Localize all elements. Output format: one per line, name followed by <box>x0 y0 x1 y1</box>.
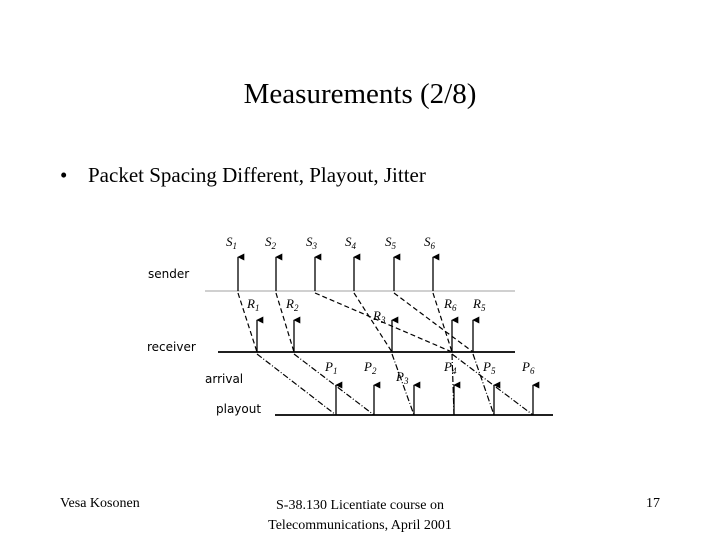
playout-label: $P_1$ <box>325 359 338 376</box>
playout-labels <box>324 359 535 386</box>
playout-delay-line <box>294 354 374 415</box>
receiver-label: $R_5$ <box>473 296 486 313</box>
playout-label: $P_5$ <box>483 359 496 376</box>
sender-arrows <box>238 257 433 291</box>
receiver-labels <box>246 296 486 325</box>
sender-label: $S_6$ <box>424 234 435 251</box>
footer-course-line: Telecommunications, April 2001 <box>268 518 452 533</box>
footer-course-line: S-38.130 Licentiate course on <box>276 498 444 513</box>
row-label-arrival: arrival <box>205 372 244 386</box>
row-label-playout: playout <box>216 402 262 416</box>
receiver-label: $R_2$ <box>286 296 299 313</box>
sender-label: $S_3$ <box>306 234 317 251</box>
playout-label: $P_6$ <box>522 359 535 376</box>
sender-label: $S_2$ <box>265 234 276 251</box>
footer-course <box>230 496 490 536</box>
receiver-label: $R_3$ <box>373 308 386 325</box>
receiver-label: $R_6$ <box>444 296 457 313</box>
sender-label: $S_5$ <box>385 234 396 251</box>
playout-label: $P_4$ <box>444 359 457 376</box>
playout-delay-line <box>452 354 533 415</box>
playout-delay-lines <box>257 354 533 415</box>
bullet-mark: • <box>60 163 68 187</box>
sender-label: $S_4$ <box>345 234 356 251</box>
network-delay-lines <box>238 293 473 352</box>
playout-label: $P_2$ <box>364 359 377 376</box>
row-label-receiver: receiver <box>147 340 196 354</box>
network-delay-line <box>394 293 473 352</box>
page-number: 17 <box>646 496 660 511</box>
row-label-sender: sender <box>148 267 190 281</box>
sender-label: $S_1$ <box>226 234 237 251</box>
playout-label: $P_3$ <box>396 369 409 386</box>
sender-labels <box>226 234 436 251</box>
footer-author: Vesa Kosonen <box>60 496 140 511</box>
playout-arrows <box>336 385 533 415</box>
slide-title: Measurements (2/8) <box>243 78 477 110</box>
receiver-label: $R_1$ <box>247 296 260 313</box>
bullet-text: Packet Spacing Different, Playout, Jitter <box>88 163 426 187</box>
